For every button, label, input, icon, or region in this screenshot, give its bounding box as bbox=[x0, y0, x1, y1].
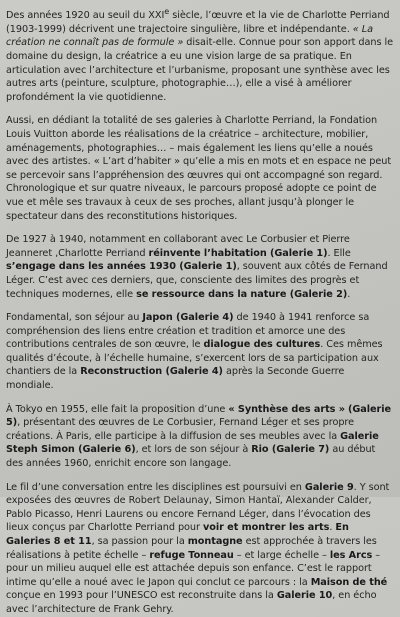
text-run: , en écho avec l’architecture de Frank Gehry. bbox=[6, 590, 377, 615]
text-run: de 1940 à 1941 renforce sa compréhension des liens entre création et tradition et amorce une des contributions centrales de son œuvre, le bbox=[6, 312, 370, 351]
bold-highlight: Japon (Galerie 4) bbox=[142, 312, 234, 324]
paragraph-fondation bbox=[6, 114, 394, 223]
bold-highlight: « Synthèse des arts » bbox=[228, 403, 345, 415]
paragraph-1927-1940 bbox=[6, 233, 394, 301]
paragraph-tokyo-1955 bbox=[6, 403, 394, 471]
text-run: au début des années 1960, enrichit encore son langage. bbox=[6, 444, 376, 470]
superscript: e bbox=[164, 6, 170, 16]
text-run: disait-elle. Connue pour son apport dans le domaine du design, la créatrice a eu une vision large de sa pratique. En articulation avec l’architecture et l’urbanisme, proposant une synthèse avec les autres arts (peinture, sculpture, photographie…), elle a visé à améliorer profondément la vie quotidienne. bbox=[6, 37, 394, 103]
bold-highlight: se ressource dans la nature (Galerie 2) bbox=[136, 288, 348, 300]
text-run: Des années 1920 au seuil du XXI bbox=[6, 10, 165, 22]
bold-highlight: les Arcs bbox=[329, 549, 373, 561]
text-run: – et large échelle – bbox=[233, 549, 330, 561]
text-run: À Tokyo en 1955, elle fait la proposition d’une bbox=[6, 403, 229, 415]
paragraph-japon bbox=[6, 311, 394, 393]
text-run: , sa passion pour la bbox=[91, 536, 188, 548]
text-run: siècle, l’œuvre et la vie de Charlotte Perriand (1903-1999) décrivent une trajectoire singulière, libre et indépendante. bbox=[6, 10, 390, 35]
text-run: Fondamental, son séjour au bbox=[6, 312, 143, 324]
text-run: . bbox=[347, 288, 351, 300]
text-run: . Elle bbox=[327, 247, 351, 259]
bold-highlight: Galerie Steph Simon (Galerie 6) bbox=[6, 430, 379, 456]
bold-highlight: voir et montrer les arts bbox=[202, 522, 330, 534]
text-run: est approchée à travers les réalisations à petite échelle – bbox=[6, 536, 377, 561]
bold-highlight: Reconstruction (Galerie 4) bbox=[80, 366, 223, 378]
text-run: , souvent aux côtés de Fernand Léger. C’est avec ces derniers, que, consciente des limites des progrès et techniques modernes, elle bbox=[6, 261, 388, 300]
text-run: . Ces mêmes qualités d’écoute, à l’échelle humaine, s’exercent lors de sa participation aux chantiers de la bbox=[6, 339, 383, 378]
text-run: . bbox=[329, 522, 336, 534]
text-run: , présentant des œuvres de Le Corbusier, Fernand Léger et ses propre créations. À Paris, elle participe à la diffusion de ses meubles avec la bbox=[6, 417, 355, 442]
quote-italic: « La création ne connaît pas de formule » bbox=[6, 23, 373, 49]
bold-highlight: montagne bbox=[187, 536, 243, 548]
bold-highlight: dialogue des cultures bbox=[203, 339, 321, 351]
text-run: De 1927 à 1940, notamment en collaborant avec Le Corbusier et Pierre Jeanneret ,Charlotte Perriand bbox=[6, 234, 350, 259]
bold-highlight: s’engage dans les années 1930 (Galerie 1) bbox=[6, 261, 237, 273]
text-run: Le fil d’une conversation entre les disciplines est poursuivi en bbox=[6, 481, 305, 493]
bold-highlight: refuge Tonneau bbox=[149, 549, 234, 561]
paragraph-conversation bbox=[6, 481, 394, 617]
text-run: après la Seconde Guerre mondiale. bbox=[6, 366, 345, 392]
bold-highlight: Maison de thé bbox=[310, 576, 388, 588]
text-run: – pour un milieu auquel elle est attachée depuis son enfance. C’est le rapport intime qu’elle a noué avec le Japon qui conclut ce parcours : la bbox=[6, 549, 381, 588]
paragraph-intro bbox=[6, 5, 394, 104]
bold-highlight: Rio (Galerie 7) bbox=[251, 444, 330, 456]
text-run: Aussi, en dédiant la totalité de ses galeries à Charlotte Perriand, la Fondation Louis Vuitton aborde les réalisations de la créatrice – architecture, mobilier, aménagements, photographies… – mais également les liens qu’elle a noués avec des artistes. « L’art d’habiter » qu’elle a mis en mots et en espace ne peut se percevoir sans l’appréhension des œuvres qui ont accompagné son regard. Chronologique et sur quatre niveaux, le parcours proposé adopte ce point de vue et mêle ses travaux à ceux de ses proches, allant jusqu’à plonger le spectateur dans des reconstitutions historiques. bbox=[6, 115, 392, 222]
bold-highlight: Galerie 9 bbox=[304, 481, 354, 493]
bold-highlight: Galerie 10 bbox=[276, 590, 333, 602]
bold-highlight: En Galeries 8 et 11 bbox=[6, 522, 349, 548]
bold-highlight: (Galerie 5) bbox=[6, 403, 392, 429]
text-run: . Y sont exposées des œuvres de Robert Delaunay, Simon Hantaï, Alexander Calder, Pablo Picasso, Henri Laurens ou encore Fernand Léger, dans l’évocation des lieux conçus par Charlotte Perriand pour bbox=[6, 481, 390, 534]
text-run: conçue en 1993 pour l’UNESCO est reconstruite dans la bbox=[6, 590, 277, 602]
text-run: , et lors de son séjour à bbox=[135, 444, 252, 456]
bold-highlight: réinvente l’habitation (Galerie 1) bbox=[148, 247, 328, 259]
